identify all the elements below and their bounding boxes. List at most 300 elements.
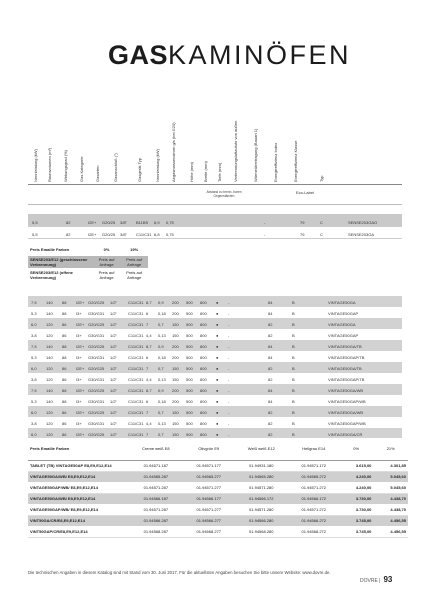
table-cell: I2E+: [76, 343, 85, 349]
table-row: [28, 384, 402, 395]
table-cell: 150: [172, 409, 179, 415]
table-row: [28, 340, 402, 351]
table-cell: 3.730,00: [339, 504, 374, 515]
table-cell: 140: [46, 398, 53, 404]
table-cell: 82: [66, 219, 71, 225]
table-cell: I2E+: [76, 299, 85, 305]
table-cell: -: [228, 387, 230, 393]
table-cell: 0,18: [158, 310, 166, 316]
table-cell: 3.745,00: [339, 515, 374, 526]
column-header: [200, 102, 210, 182]
table-cell: 5,5: [32, 231, 38, 237]
table-cell: 5,3: [31, 398, 37, 404]
table-cell: -: [228, 398, 230, 404]
table-cell: B: [292, 310, 295, 316]
column-header: [250, 102, 260, 182]
table-cell: 3/8": [120, 231, 127, 237]
table-cell: 800: [200, 310, 207, 316]
table-cell: B: [292, 332, 295, 338]
table-cell: 01.94571.280: [234, 482, 289, 493]
table-cell: SENSE203OA: [348, 231, 375, 237]
table-cell: G20/G25: [88, 321, 105, 327]
price-row-name: SENSE203/E12 (offene Verbrennung): [28, 268, 93, 281]
column-header-label: Wirkungsgrad (%): [63, 149, 68, 182]
table-cell: TABLET (TB) VINTAGE50AP E8,E9,E12,E14: [28, 460, 128, 471]
table-cell: 01.94566.287: [128, 515, 184, 526]
table-cell: G20/G25: [88, 431, 105, 437]
table-row: [28, 406, 402, 417]
table-cell: 6,9: [154, 219, 160, 225]
table-cell: I3+: [76, 332, 82, 338]
table-cell: 800: [200, 376, 207, 382]
table-cell: 3,8: [31, 332, 37, 338]
table-cell: B: [292, 365, 295, 371]
table-cell: G30/G31: [88, 376, 105, 382]
column-header: [316, 102, 326, 182]
table-cell: 4.240,00: [339, 482, 374, 493]
table-cell: 500: [186, 321, 193, 327]
column-header: [30, 102, 40, 182]
table-cell: 800: [200, 343, 207, 349]
table-row: [28, 307, 402, 318]
table-cell: B: [292, 354, 295, 360]
page-separator: |: [379, 578, 381, 584]
table-cell: -: [264, 231, 266, 237]
table-cell: 120: [46, 332, 53, 338]
table-cell: 3,8: [31, 376, 37, 382]
table-cell: 82: [268, 420, 273, 426]
table-cell: 500: [186, 420, 193, 426]
table-cell: 1/2": [110, 299, 117, 305]
table-cell: -: [228, 299, 230, 305]
table-cell: 200: [172, 310, 179, 316]
table-cell: G20/G25: [88, 299, 105, 305]
table-row: [28, 504, 408, 515]
table-cell: C11/C31: [128, 387, 144, 393]
table-cell: G20/G25: [88, 365, 105, 371]
table-cell: 88: [62, 398, 67, 404]
table-cell: 150: [172, 321, 179, 327]
table-cell: 500: [186, 376, 193, 382]
table-cell: VINT50GAP/CR/E8,E9,E12,E14: [28, 526, 128, 537]
table-cell: C11/C31: [128, 431, 144, 437]
table-cell: 4.456,55: [373, 515, 408, 526]
table-cell: 5,3: [31, 354, 37, 360]
table-cell: B: [292, 387, 295, 393]
table-row: [28, 228, 402, 239]
column-header: [290, 102, 300, 182]
table-cell: ●: [216, 343, 219, 349]
table-cell: -: [228, 310, 230, 316]
price-table-sense: [28, 244, 148, 282]
table-cell: 6,0: [31, 321, 37, 327]
table-cell: 84: [268, 398, 273, 404]
table-cell: 4.240,00: [339, 471, 374, 482]
table-cell: 84: [268, 354, 273, 360]
table-cell: 82: [268, 376, 273, 382]
table-cell: I2E+: [76, 365, 85, 371]
table-cell: C: [320, 219, 323, 225]
table-cell: 500: [186, 332, 193, 338]
table-cell: I2E+: [88, 219, 97, 225]
table-cell: 800: [200, 354, 207, 360]
table-cell: 8,7: [146, 387, 152, 393]
table-cell: 0,9: [158, 299, 164, 305]
table-cell: 0,18: [158, 354, 166, 360]
table-cell: -: [228, 354, 230, 360]
column-header: [186, 102, 196, 182]
price2-header-e14: Hellgrau E14: [289, 438, 339, 460]
price-row-value: Preis auf Anfrage: [93, 255, 121, 268]
table-cell: 500: [186, 398, 193, 404]
column-header-label: Nennleistung (kW): [155, 149, 160, 182]
table-cell: ●: [216, 332, 219, 338]
table-cell: 01.94566.172: [289, 493, 339, 504]
table-cell: 4,4: [146, 420, 152, 426]
table-cell: 800: [200, 365, 207, 371]
page-title-light: KAMINÖFEN: [168, 40, 352, 70]
table-cell: 6,8: [154, 231, 160, 237]
table-cell: G20/25: [102, 219, 116, 225]
table-cell: 4.301,85: [373, 460, 408, 471]
table-cell: VINTAGE50GAP/WB: [328, 398, 366, 404]
table-cell: VINTAGE50GA/WB: [328, 387, 364, 393]
table-row: [28, 362, 402, 373]
table-cell: 140: [46, 343, 53, 349]
table-cell: 8,7: [146, 299, 152, 305]
table-cell: 1/2": [110, 343, 117, 349]
column-header-label: Tiefe (mm): [217, 162, 222, 182]
table-row: [28, 373, 402, 384]
table-cell: VINTAGE50GAP/TB: [328, 354, 365, 360]
table-cell: 82: [268, 431, 273, 437]
table-cell: 140: [46, 387, 53, 393]
table-cell: G30/G31: [88, 310, 105, 316]
table-cell: 01.94568.287: [128, 526, 184, 537]
table-cell: 01.94568.272: [289, 526, 339, 537]
table-cell: 1/2": [110, 409, 117, 415]
table-cell: C11/C31: [128, 332, 144, 338]
table-cell: 3.615,00: [339, 460, 374, 471]
table-cell: -: [264, 219, 266, 225]
table-cell: 01.94571.277: [184, 482, 234, 493]
header-rule: [28, 184, 402, 185]
column-header: [214, 102, 224, 182]
table-cell: 0,9: [158, 387, 164, 393]
table-cell: 88: [62, 343, 67, 349]
table-cell: 0,13: [158, 420, 166, 426]
page-title-bold: GAS: [108, 40, 169, 70]
table-cell: 01.94571.172: [289, 460, 339, 471]
table-cell: 120: [46, 420, 53, 426]
column-header: [76, 102, 86, 182]
table-cell: 500: [186, 431, 193, 437]
table-cell: 79: [300, 231, 305, 237]
table-cell: VINTAGE50GAP/WB/ E8,E9,E12,E14: [28, 482, 128, 493]
table-cell: 1/2": [110, 420, 117, 426]
table-cell: VINTAGE50GAP/TB: [328, 376, 365, 382]
column-header-label: Verbrennungsluftzufuhr von außen: [233, 120, 238, 182]
table-cell: 01.94566.277: [184, 515, 234, 526]
table-cell: 0,7: [158, 431, 164, 437]
table-cell: -: [228, 321, 230, 327]
table-cell: 7,5: [31, 387, 37, 393]
table-cell: 200: [172, 299, 179, 305]
table-cell: 200: [172, 387, 179, 393]
table-cell: 82: [268, 409, 273, 415]
table-cell: 200: [172, 398, 179, 404]
table-cell: 120: [46, 365, 53, 371]
table-row: [28, 296, 402, 307]
table-cell: VINTAGE50GA/WB/ E8,E9,E12,E14: [28, 493, 128, 504]
table-cell: ●: [216, 354, 219, 360]
table-cell: I3+: [76, 420, 82, 426]
table-cell: SENSE203GAO: [348, 219, 378, 225]
column-header: [60, 102, 70, 182]
table-cell: 140: [46, 354, 53, 360]
table-cell: 86: [62, 376, 67, 382]
table-cell: 500: [186, 310, 193, 316]
table-cell: 4,4: [146, 332, 152, 338]
price-row-name: SENSE203/E12 (geschlossene Verbrennung): [28, 255, 93, 268]
column-header-label: Gas Kategorie: [79, 156, 84, 182]
table-cell: G30/G31: [88, 420, 105, 426]
column-header: [270, 102, 280, 182]
table-cell: -: [228, 343, 230, 349]
column-header-label: Breite (mm): [203, 161, 208, 182]
column-header-label: Nennleistung (kW): [33, 149, 38, 182]
table-cell: 800: [200, 299, 207, 305]
table-row: [28, 216, 402, 227]
clearance-note: Abstand zu brenn- baren Gegenständen: [206, 190, 242, 198]
table-cell: 8,7: [146, 343, 152, 349]
table-cell: VINTAGE50GA: [328, 321, 356, 327]
table-cell: VINTAGE50GA: [328, 299, 356, 305]
table-cell: 01.94566.172: [234, 493, 289, 504]
table-cell: 6: [146, 398, 149, 404]
table-cell: 7,5: [31, 299, 37, 305]
table-cell: C11/C31: [128, 420, 144, 426]
table-cell: 7: [146, 365, 149, 371]
table-cell: C11/C31: [128, 321, 144, 327]
table-cell: 500: [186, 387, 193, 393]
table-cell: 1/2": [110, 398, 117, 404]
column-header: [168, 102, 178, 182]
table-cell: 88: [62, 299, 67, 305]
table-cell: 6,0: [31, 409, 37, 415]
table-cell: ●: [216, 409, 219, 415]
table-cell: B11BS: [136, 219, 149, 225]
table-cell: C11/C31: [128, 343, 144, 349]
table-cell: 3.730,00: [339, 493, 374, 504]
brand-name: DOVRE: [360, 578, 378, 584]
column-header-label: Höhe (mm): [189, 161, 194, 182]
table-row: [28, 515, 408, 526]
column-header-label: Typ: [319, 175, 324, 182]
table-cell: G20/G25: [88, 343, 105, 349]
column-header-label: Energieeffizienz Klasse: [293, 140, 298, 182]
table-cell: C11/C31: [128, 299, 144, 305]
price-header-name: Preis Emaille Farben: [28, 244, 93, 255]
table-cell: G30/G31: [88, 332, 105, 338]
table-cell: I2E+: [76, 431, 85, 437]
table-cell: VINTAGE50GAP/WB: [328, 420, 366, 426]
column-header: [110, 102, 120, 182]
table-cell: 84: [268, 299, 273, 305]
table-cell: I3+: [76, 376, 82, 382]
table-cell: -: [228, 365, 230, 371]
header-rule-2: [28, 204, 402, 205]
table-cell: 7: [146, 321, 149, 327]
table-cell: 3,8: [31, 420, 37, 426]
table-cell: 01.94571.287: [128, 504, 184, 515]
table-cell: VINT50GA/CR/E8,E9,E12,E14: [28, 515, 128, 526]
price2-header-e8: Creme weiß E8: [128, 438, 184, 460]
table-cell: 140: [46, 299, 53, 305]
table-cell: B: [292, 420, 295, 426]
table-cell: 500: [186, 409, 193, 415]
table-cell: VINTAGE50GAP/WB/ E8,E9,E12,E14: [28, 504, 128, 515]
table-cell: ●: [216, 321, 219, 327]
table-cell: 01.94565.277: [184, 471, 234, 482]
table-cell: 0,7: [158, 365, 164, 371]
table-cell: 120: [46, 321, 53, 327]
table-cell: 800: [200, 321, 207, 327]
price-header-19: 19%: [120, 244, 148, 255]
table-cell: 01.94565.287: [128, 471, 184, 482]
table-cell: 84: [268, 343, 273, 349]
table-cell: ●: [216, 365, 219, 371]
table-cell: 140: [46, 310, 53, 316]
table-cell: B: [292, 431, 295, 437]
table-cell: 01.94566.187: [128, 493, 184, 504]
table-cell: C11/C31: [136, 231, 152, 237]
table-row: [28, 395, 402, 406]
table-cell: VINTAGE50GA/TB: [328, 343, 362, 349]
table-cell: 1/2": [110, 365, 117, 371]
table-cell: 4.438,70: [373, 493, 408, 504]
table-cell: 500: [186, 299, 193, 305]
table-cell: 120: [46, 409, 53, 415]
table-cell: C11/C31: [128, 398, 144, 404]
table-cell: 120: [46, 431, 53, 437]
table-cell: 01.94565.280: [234, 471, 289, 482]
table-cell: ●: [216, 376, 219, 382]
table-cell: 0,18: [158, 398, 166, 404]
table-cell: -: [228, 376, 230, 382]
table-cell: 5.045,60: [373, 471, 408, 482]
table-cell: 7: [146, 409, 149, 415]
table-cell: 200: [172, 354, 179, 360]
price2-header-0: 0%: [339, 438, 374, 460]
table-cell: 500: [186, 354, 193, 360]
column-header-label: Gasgerät Typ: [137, 158, 142, 182]
table-cell: 01.94566.280: [234, 515, 289, 526]
table-cell: 86: [62, 365, 67, 371]
table-cell: 0,13: [158, 376, 166, 382]
table-cell: 6: [146, 310, 149, 316]
table-row: [28, 329, 402, 340]
column-header-label: Wärmeübertragung (Bauart 1): [253, 128, 258, 182]
table-cell: 150: [172, 365, 179, 371]
table-cell: B: [292, 398, 295, 404]
table-cell: C11/C31: [128, 354, 144, 360]
table-cell: C11/C31: [128, 376, 144, 382]
table-cell: 5,5: [32, 219, 38, 225]
table-row: [28, 417, 402, 428]
column-headers: [0, 100, 424, 182]
table-cell: 86: [62, 420, 67, 426]
table-cell: G20/25: [102, 231, 116, 237]
table-row: [28, 351, 402, 362]
table-cell: 0,75: [166, 219, 174, 225]
table-row: [28, 460, 408, 471]
table-cell: 150: [172, 332, 179, 338]
table-cell: 150: [172, 376, 179, 382]
table-cell: 0,7: [158, 409, 164, 415]
column-header-label: Energieeffizienz Index: [273, 142, 278, 182]
table-cell: VINTAGE50GA/CR: [328, 431, 363, 437]
price-table-vintage: [28, 438, 408, 538]
table-cell: 800: [200, 409, 207, 415]
eco-label-heading: Eco-Label: [295, 190, 314, 195]
table-cell: -: [228, 409, 230, 415]
table-cell: 1/2": [110, 310, 117, 316]
table-cell: I2E+: [88, 231, 97, 237]
table-cell: I3+: [76, 398, 82, 404]
price-row-value: Preis auf Anfrage: [93, 268, 121, 281]
table-cell: 150: [172, 420, 179, 426]
price2-header-name: Preis Emaille Farben: [28, 438, 128, 460]
table-cell: 84: [268, 387, 273, 393]
table-cell: 500: [186, 343, 193, 349]
table-cell: 82: [268, 321, 273, 327]
table-cell: 5.045,60: [373, 482, 408, 493]
table-cell: 3/8": [120, 219, 127, 225]
table-cell: 79: [300, 219, 305, 225]
table-cell: 120: [46, 376, 53, 382]
table-cell: ●: [216, 431, 219, 437]
table-cell: 5,3: [31, 310, 37, 316]
table-cell: 0,75: [166, 231, 174, 237]
table-cell: 1/2": [110, 321, 117, 327]
table-cell: I3+: [76, 354, 82, 360]
table-cell: B: [292, 343, 295, 349]
footer-note: Die technischen Angaben in diesem Katalog sind mit Stand vom 30. Juni 2017. Für die aktuellsten Angaben besuchen Sie bitte unsere Website: www.dovre.de.: [28, 570, 331, 575]
table-cell: 01.94566.177: [184, 493, 234, 504]
table-cell: 800: [200, 398, 207, 404]
table-cell: 01.94568.277: [184, 526, 234, 537]
table-cell: 7: [146, 431, 149, 437]
table-cell: VINTAGE50GA/WB: [328, 409, 364, 415]
table-cell: 1/2": [110, 332, 117, 338]
table-cell: 01.94571.177: [184, 460, 234, 471]
column-header-label: Abgasmassenstrom g/s (bei G20): [171, 122, 176, 182]
table-cell: 88: [62, 387, 67, 393]
table-cell: C: [320, 231, 323, 237]
table-cell: 82: [66, 231, 71, 237]
table-cell: 86: [62, 431, 67, 437]
table-row: [28, 318, 402, 329]
table-cell: G30/G31: [88, 398, 105, 404]
table-cell: 500: [186, 365, 193, 371]
table-cell: B: [292, 409, 295, 415]
price-header-0: 0%: [93, 244, 121, 255]
table-cell: 82: [268, 332, 273, 338]
table-cell: 6,0: [31, 431, 37, 437]
table-cell: 800: [200, 387, 207, 393]
table-cell: ●: [216, 310, 219, 316]
